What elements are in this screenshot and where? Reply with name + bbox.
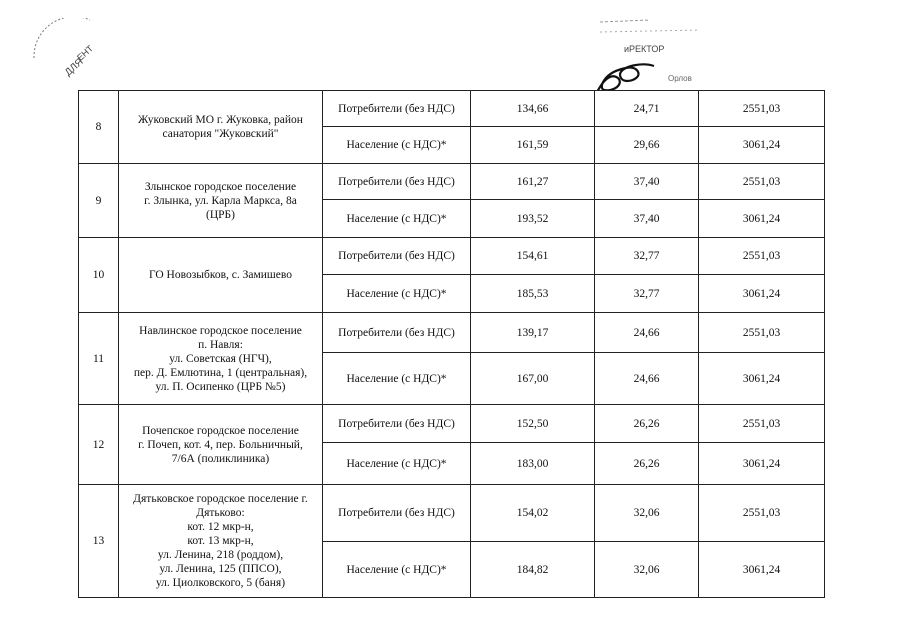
row-number: 13 (79, 485, 119, 598)
stamp-left-line-1: ДЛЯ (62, 56, 86, 79)
value-cell: 167,00 (471, 353, 595, 405)
value-cell: 2551,03 (699, 405, 825, 443)
value-cell: 2551,03 (699, 313, 825, 353)
value-cell: 32,06 (595, 542, 699, 598)
category-cell: Население (с НДС)* (323, 443, 471, 485)
table-row (79, 238, 825, 275)
category-cell: Потребители (без НДС) (323, 164, 471, 200)
value-cell: 161,27 (471, 164, 595, 200)
tariff-table (78, 90, 825, 598)
value-cell: 26,26 (595, 405, 699, 443)
table-row (79, 313, 825, 353)
location-cell: ГО Новозыбков, с. Замишево (119, 238, 323, 313)
value-cell: 3061,24 (699, 353, 825, 405)
director-stamp-signature (590, 12, 730, 90)
row-number: 10 (79, 238, 119, 313)
signature-mark (590, 12, 730, 90)
value-cell: 3061,24 (699, 275, 825, 313)
value-cell: 26,26 (595, 443, 699, 485)
location-cell: Злынское городское поселение г. Злынка, ул. Карла Маркса, 8а (ЦРБ) (119, 164, 323, 238)
category-cell: Население (с НДС)* (323, 200, 471, 238)
value-cell: 185,53 (471, 275, 595, 313)
value-cell: 3061,24 (699, 542, 825, 598)
value-cell: 32,77 (595, 238, 699, 275)
value-cell: 24,71 (595, 91, 699, 127)
category-cell: Население (с НДС)* (323, 127, 471, 164)
row-number: 12 (79, 405, 119, 485)
category-cell: Потребители (без НДС) (323, 91, 471, 127)
value-cell: 2551,03 (699, 485, 825, 542)
location-cell: Почепское городское поселение г. Почеп, кот. 4, пер. Больничный, 7/6А (поликлиника) (119, 405, 323, 485)
category-cell: Население (с НДС)* (323, 353, 471, 405)
value-cell: 24,66 (595, 313, 699, 353)
table-row (79, 91, 825, 127)
row-number: 8 (79, 91, 119, 164)
value-cell: 2551,03 (699, 238, 825, 275)
value-cell: 154,02 (471, 485, 595, 542)
value-cell: 134,66 (471, 91, 595, 127)
value-cell: 2551,03 (699, 164, 825, 200)
category-cell: Население (с НДС)* (323, 542, 471, 598)
category-cell: Население (с НДС)* (323, 275, 471, 313)
table-row (79, 164, 825, 200)
category-cell: Потребители (без НДС) (323, 485, 471, 542)
row-number: 11 (79, 313, 119, 405)
value-cell: 37,40 (595, 164, 699, 200)
stamp-left-line-2: ЕНТ (74, 43, 96, 63)
row-number: 9 (79, 164, 119, 238)
value-cell: 154,61 (471, 238, 595, 275)
value-cell: 184,82 (471, 542, 595, 598)
value-cell: 3061,24 (699, 200, 825, 238)
location-cell: Навлинское городское поселение п. Навля: ул. Советская (НГЧ), пер. Д. Емлютина, 1 (центральная), ул. П. Осипенко (ЦРБ №5) (119, 313, 323, 405)
value-cell: 3061,24 (699, 127, 825, 164)
value-cell: 24,66 (595, 353, 699, 405)
value-cell: 183,00 (471, 443, 595, 485)
location-cell: Жуковский МО г. Жуковка, район санатория "Жуковский" (119, 91, 323, 164)
category-cell: Потребители (без НДС) (323, 313, 471, 353)
value-cell: 32,06 (595, 485, 699, 542)
value-cell: 152,50 (471, 405, 595, 443)
value-cell: 2551,03 (699, 91, 825, 127)
category-cell: Потребители (без НДС) (323, 405, 471, 443)
value-cell: 37,40 (595, 200, 699, 238)
value-cell: 29,66 (595, 127, 699, 164)
stamp-right-line-1: иРЕКТОР (624, 44, 665, 54)
approval-stamp-left (30, 18, 110, 98)
table-row (79, 485, 825, 542)
location-cell: Дятьковское городское поселение г. Дятьково: кот. 12 мкр-н, кот. 13 мкр-н, ул. Ленина, 218 (роддом), ул. Ленина, 125 (ППСО), ул. Циолковского, 5 (баня) (119, 485, 323, 598)
value-cell: 3061,24 (699, 443, 825, 485)
category-cell: Потребители (без НДС) (323, 238, 471, 275)
value-cell: 32,77 (595, 275, 699, 313)
stamp-right-line-2: Орлов (668, 74, 692, 83)
table-row (79, 405, 825, 443)
value-cell: 193,52 (471, 200, 595, 238)
value-cell: 161,59 (471, 127, 595, 164)
value-cell: 139,17 (471, 313, 595, 353)
